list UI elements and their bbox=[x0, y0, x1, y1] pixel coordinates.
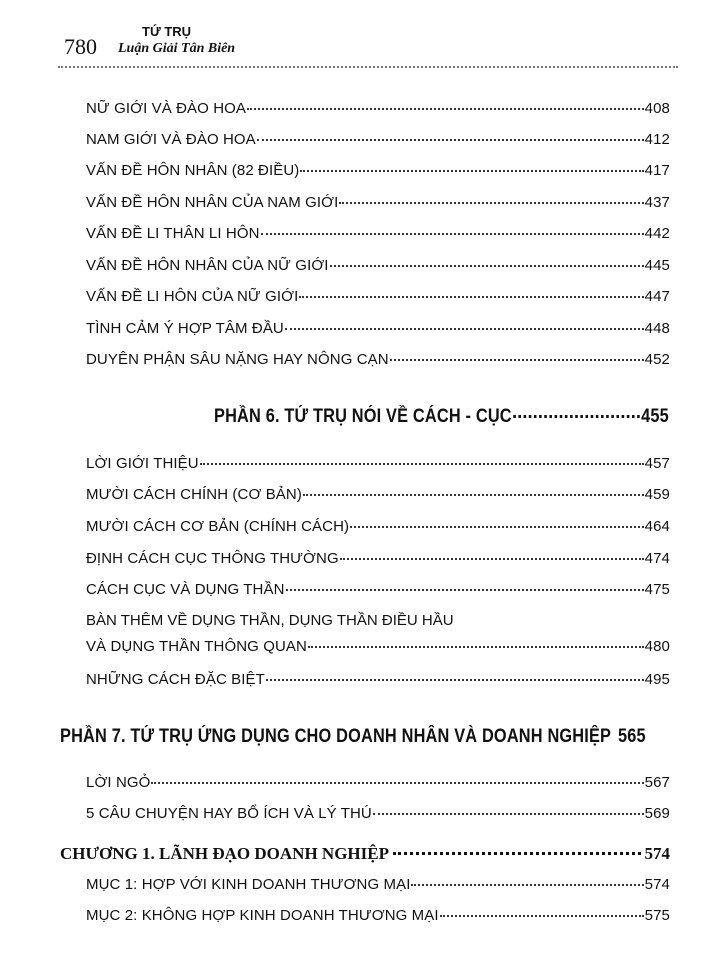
toc-entry-title: LỜI NGỎ bbox=[86, 774, 151, 791]
part-title: PHẦN 6. TỨ TRỤ NÓI VỀ CÁCH - CỤC bbox=[214, 406, 512, 427]
toc-entry-page: 447 bbox=[644, 288, 670, 305]
part-page: 565 bbox=[618, 726, 646, 747]
chapter-heading[interactable] bbox=[60, 844, 670, 870]
toc-entry-page: 569 bbox=[644, 805, 670, 822]
toc-entry[interactable] bbox=[86, 320, 670, 342]
dot-leader bbox=[303, 494, 644, 496]
toc-entry-title: VẤN ĐỀ HÔN NHÂN (82 ĐIỀU) bbox=[86, 162, 300, 179]
dot-leader bbox=[286, 589, 644, 591]
toc-entry-title: NHỮNG CÁCH ĐẶC BIỆT bbox=[86, 671, 265, 688]
toc-entry[interactable] bbox=[86, 671, 670, 693]
dot-leader bbox=[350, 526, 644, 528]
toc-entry-title: MƯỜI CÁCH CHÍNH (CƠ BẢN) bbox=[86, 486, 302, 503]
toc-entry[interactable] bbox=[86, 486, 670, 508]
toc-entry-title: MỤC 2: KHÔNG HỢP KINH DOANH THƯƠNG MẠI bbox=[86, 907, 439, 924]
book-subtitle: Luận Giải Tân Biên bbox=[118, 41, 236, 56]
part-heading[interactable] bbox=[60, 726, 666, 756]
toc-entry-title: NỮ GIỚI VÀ ĐÀO HOA bbox=[86, 100, 246, 117]
dot-leader bbox=[300, 170, 643, 172]
chapter-page: 574 bbox=[644, 844, 670, 863]
toc-entry[interactable] bbox=[86, 581, 670, 603]
toc-entry-page: 408 bbox=[644, 100, 670, 117]
toc-entry[interactable] bbox=[86, 638, 670, 660]
dot-leader bbox=[440, 915, 644, 917]
part-title: PHẦN 7. TỨ TRỤ ỨNG DỤNG CHO DOANH NHÂN VÀ DOANH NGHIỆP bbox=[60, 726, 612, 747]
toc-entry-page: 474 bbox=[644, 550, 670, 567]
dot-leader bbox=[200, 463, 644, 465]
toc-entry-page: 442 bbox=[644, 225, 670, 242]
toc-entry-title: MƯỜI CÁCH CƠ BẢN (CHÍNH CÁCH) bbox=[86, 518, 350, 535]
dot-leader bbox=[308, 646, 644, 648]
dot-leader bbox=[390, 359, 644, 361]
toc-entry[interactable] bbox=[86, 907, 670, 929]
toc-entry[interactable] bbox=[86, 194, 670, 216]
toc-entry-page: 567 bbox=[644, 774, 670, 791]
toc-entry-title: LỜI GIỚI THIỆU bbox=[86, 455, 199, 472]
toc-entry-title: VẤN ĐỀ HÔN NHÂN CỦA NAM GIỚI bbox=[86, 194, 339, 211]
toc-entry-page: 452 bbox=[644, 351, 670, 368]
dot-leader bbox=[340, 558, 644, 560]
toc-entry[interactable] bbox=[86, 876, 670, 898]
toc-entry[interactable] bbox=[86, 518, 670, 540]
toc-entry-page: 464 bbox=[644, 518, 670, 535]
toc-entry-page: 437 bbox=[644, 194, 670, 211]
toc-entry-title-line1[interactable]: BÀN THÊM VỀ DỤNG THẦN, DỤNG THẦN ĐIỀU HẦU bbox=[86, 612, 454, 629]
dot-leader bbox=[247, 108, 644, 110]
toc-entry-page: 575 bbox=[644, 907, 670, 924]
page-number: 780 bbox=[64, 34, 97, 59]
dot-leader bbox=[285, 328, 644, 330]
part-heading[interactable] bbox=[214, 406, 669, 436]
toc-entry-title: CÁCH CỤC VÀ DỤNG THẦN bbox=[86, 581, 285, 598]
toc-entry[interactable] bbox=[86, 225, 670, 247]
page-header bbox=[58, 22, 678, 70]
toc-entry-title: NAM GIỚI VÀ ĐÀO HOA bbox=[86, 131, 256, 148]
dot-leader bbox=[151, 782, 643, 784]
toc-entry[interactable] bbox=[86, 257, 670, 279]
toc-entry[interactable] bbox=[86, 455, 670, 477]
dot-leader bbox=[299, 296, 643, 298]
toc-entry[interactable] bbox=[86, 805, 670, 827]
toc-entry[interactable] bbox=[86, 131, 670, 153]
dot-leader bbox=[513, 415, 639, 418]
toc-entry-page: 480 bbox=[644, 638, 670, 655]
toc-entry-page: 412 bbox=[644, 131, 670, 148]
dot-leader bbox=[266, 679, 644, 681]
dot-leader bbox=[411, 884, 643, 886]
header-divider bbox=[58, 66, 678, 68]
dot-leader bbox=[339, 202, 643, 204]
dot-leader bbox=[257, 139, 644, 141]
toc-entry-page: 574 bbox=[644, 876, 670, 893]
dot-leader bbox=[373, 813, 644, 815]
toc-entry-title: VẤN ĐỀ LI THÂN LI HÔN bbox=[86, 225, 260, 242]
part-page: 455 bbox=[641, 406, 669, 427]
chapter-title: CHƯƠNG 1. LÃNH ĐẠO DOANH NGHIỆP bbox=[60, 844, 389, 863]
dot-leader bbox=[393, 852, 641, 855]
toc-entry-page: 417 bbox=[644, 162, 670, 179]
toc-entry-title: 5 CÂU CHUYỆN HAY BỔ ÍCH VÀ LÝ THÚ bbox=[86, 805, 372, 822]
toc-entry-page: 475 bbox=[644, 581, 670, 598]
book-title: TỨ TRỤ bbox=[142, 24, 192, 39]
toc-entry[interactable] bbox=[86, 288, 670, 310]
toc-entry[interactable] bbox=[86, 100, 670, 122]
toc-entry[interactable] bbox=[86, 162, 670, 184]
toc-entry-title: ĐỊNH CÁCH CỤC THÔNG THƯỜNG bbox=[86, 550, 339, 567]
dot-leader bbox=[261, 233, 644, 235]
toc-entry-title: VẤN ĐỀ LI HÔN CỦA NỮ GIỚI bbox=[86, 288, 299, 305]
toc-entry[interactable] bbox=[86, 351, 670, 373]
toc-entry-title: DUYÊN PHẬN SÂU NẶNG HAY NÔNG CẠN bbox=[86, 351, 389, 368]
toc-entry-title-line2: VÀ DỤNG THẦN THÔNG QUAN bbox=[86, 638, 307, 655]
toc-entry-page: 448 bbox=[644, 320, 670, 337]
toc-entry-page: 445 bbox=[644, 257, 670, 274]
toc-entry-page: 457 bbox=[644, 455, 670, 472]
toc-entry-title: MỤC 1: HỢP VỚI KINH DOANH THƯƠNG MẠI bbox=[86, 876, 411, 893]
toc-entry-title: VẤN ĐỀ HÔN NHÂN CỦA NỮ GIỚI bbox=[86, 257, 329, 274]
dot-leader bbox=[330, 265, 644, 267]
toc-entry-page: 459 bbox=[644, 486, 670, 503]
toc-entry[interactable] bbox=[86, 774, 670, 796]
toc-entry-page: 495 bbox=[644, 671, 670, 688]
toc-entry-title: TÌNH CẢM Ý HỢP TÂM ĐẦU bbox=[86, 320, 284, 337]
toc-entry[interactable] bbox=[86, 550, 670, 572]
